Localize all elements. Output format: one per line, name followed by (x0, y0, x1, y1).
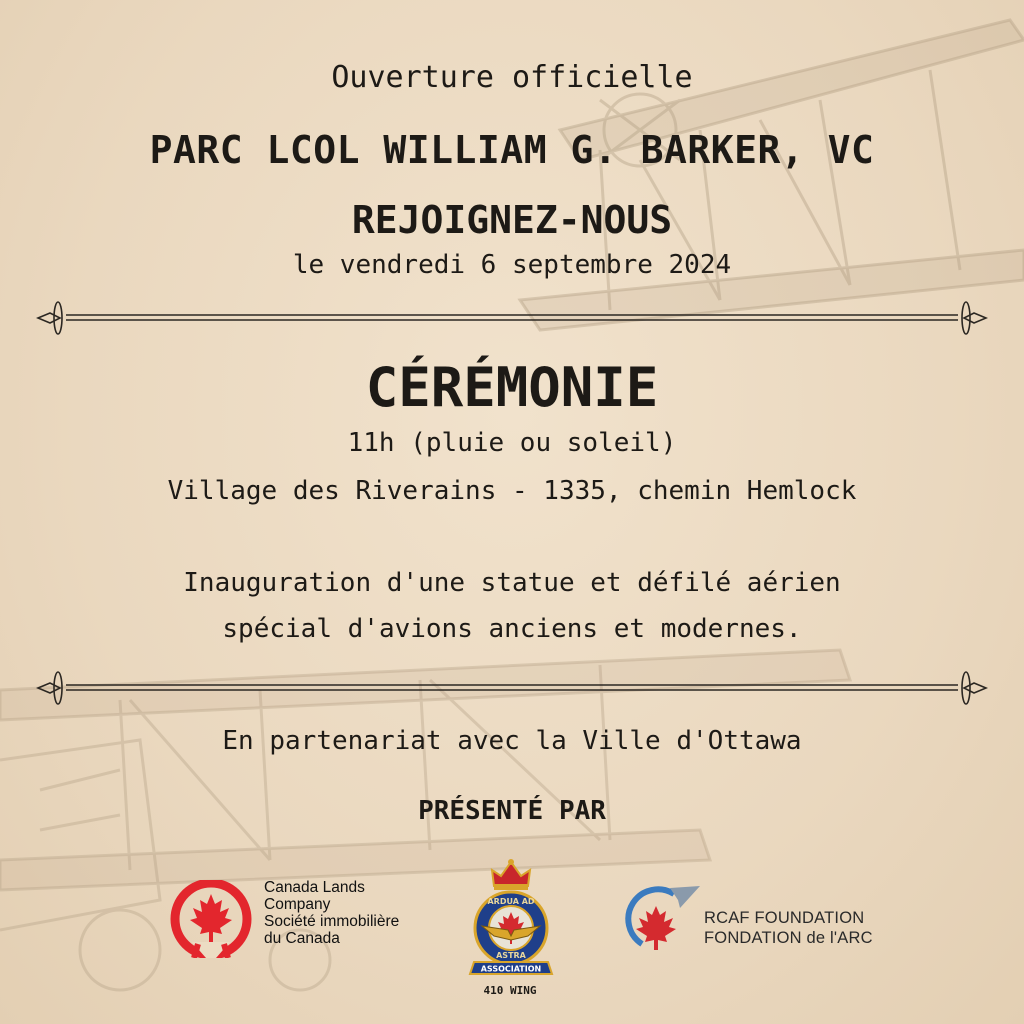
crest-ribbon-text: ASSOCIATION (480, 964, 542, 974)
rcaf-foundation-line2: FONDATION de l'ARC (704, 929, 873, 947)
partnership-text: En partenariat avec la Ville d'Ottawa (222, 726, 802, 756)
park-name-title: PARC LCOL WILLIAM G. BARKER, VC (149, 128, 875, 172)
canada-lands-line4: du Canada (264, 930, 340, 947)
canada-lands-maple-logo (168, 880, 254, 958)
canada-lands-text (264, 879, 399, 947)
ornamental-divider-top (36, 298, 988, 338)
wing-caption: 410 WING (483, 984, 537, 997)
crest-motto-top: ARDUA AD (487, 897, 535, 906)
ceremony-description-line1: Inauguration d'une statue et défilé aérien (183, 568, 841, 598)
rcaf-foundation-text (704, 908, 873, 948)
intro-text: Ouverture officielle (331, 60, 693, 95)
rcaf-foundation-line1: RCAF FOUNDATION (704, 909, 865, 927)
ceremony-location: Village des Riverains - 1335, chemin Hemlock (167, 476, 857, 506)
canada-lands-line3: Société immobilière (264, 913, 400, 930)
ceremony-description-line2: spécial d'avions anciens et modernes. (222, 614, 802, 644)
ceremony-time: 11h (pluie ou soleil) (347, 428, 677, 458)
crest-motto-bottom: ASTRA (496, 951, 526, 960)
ornamental-divider-bottom (36, 668, 988, 708)
ceremony-title: CÉRÉMONIE (365, 356, 659, 419)
presented-by-label: PRÉSENTÉ PAR (418, 796, 606, 826)
canada-lands-line1: Canada Lands (264, 879, 365, 896)
join-us-heading: REJOIGNEZ-NOUS (351, 198, 673, 242)
canada-lands-line2: Company (264, 896, 331, 913)
event-date: le vendredi 6 septembre 2024 (292, 250, 732, 280)
rcaf-association-crest (468, 856, 554, 980)
rcaf-foundation-maple-jet-logo (622, 884, 702, 954)
